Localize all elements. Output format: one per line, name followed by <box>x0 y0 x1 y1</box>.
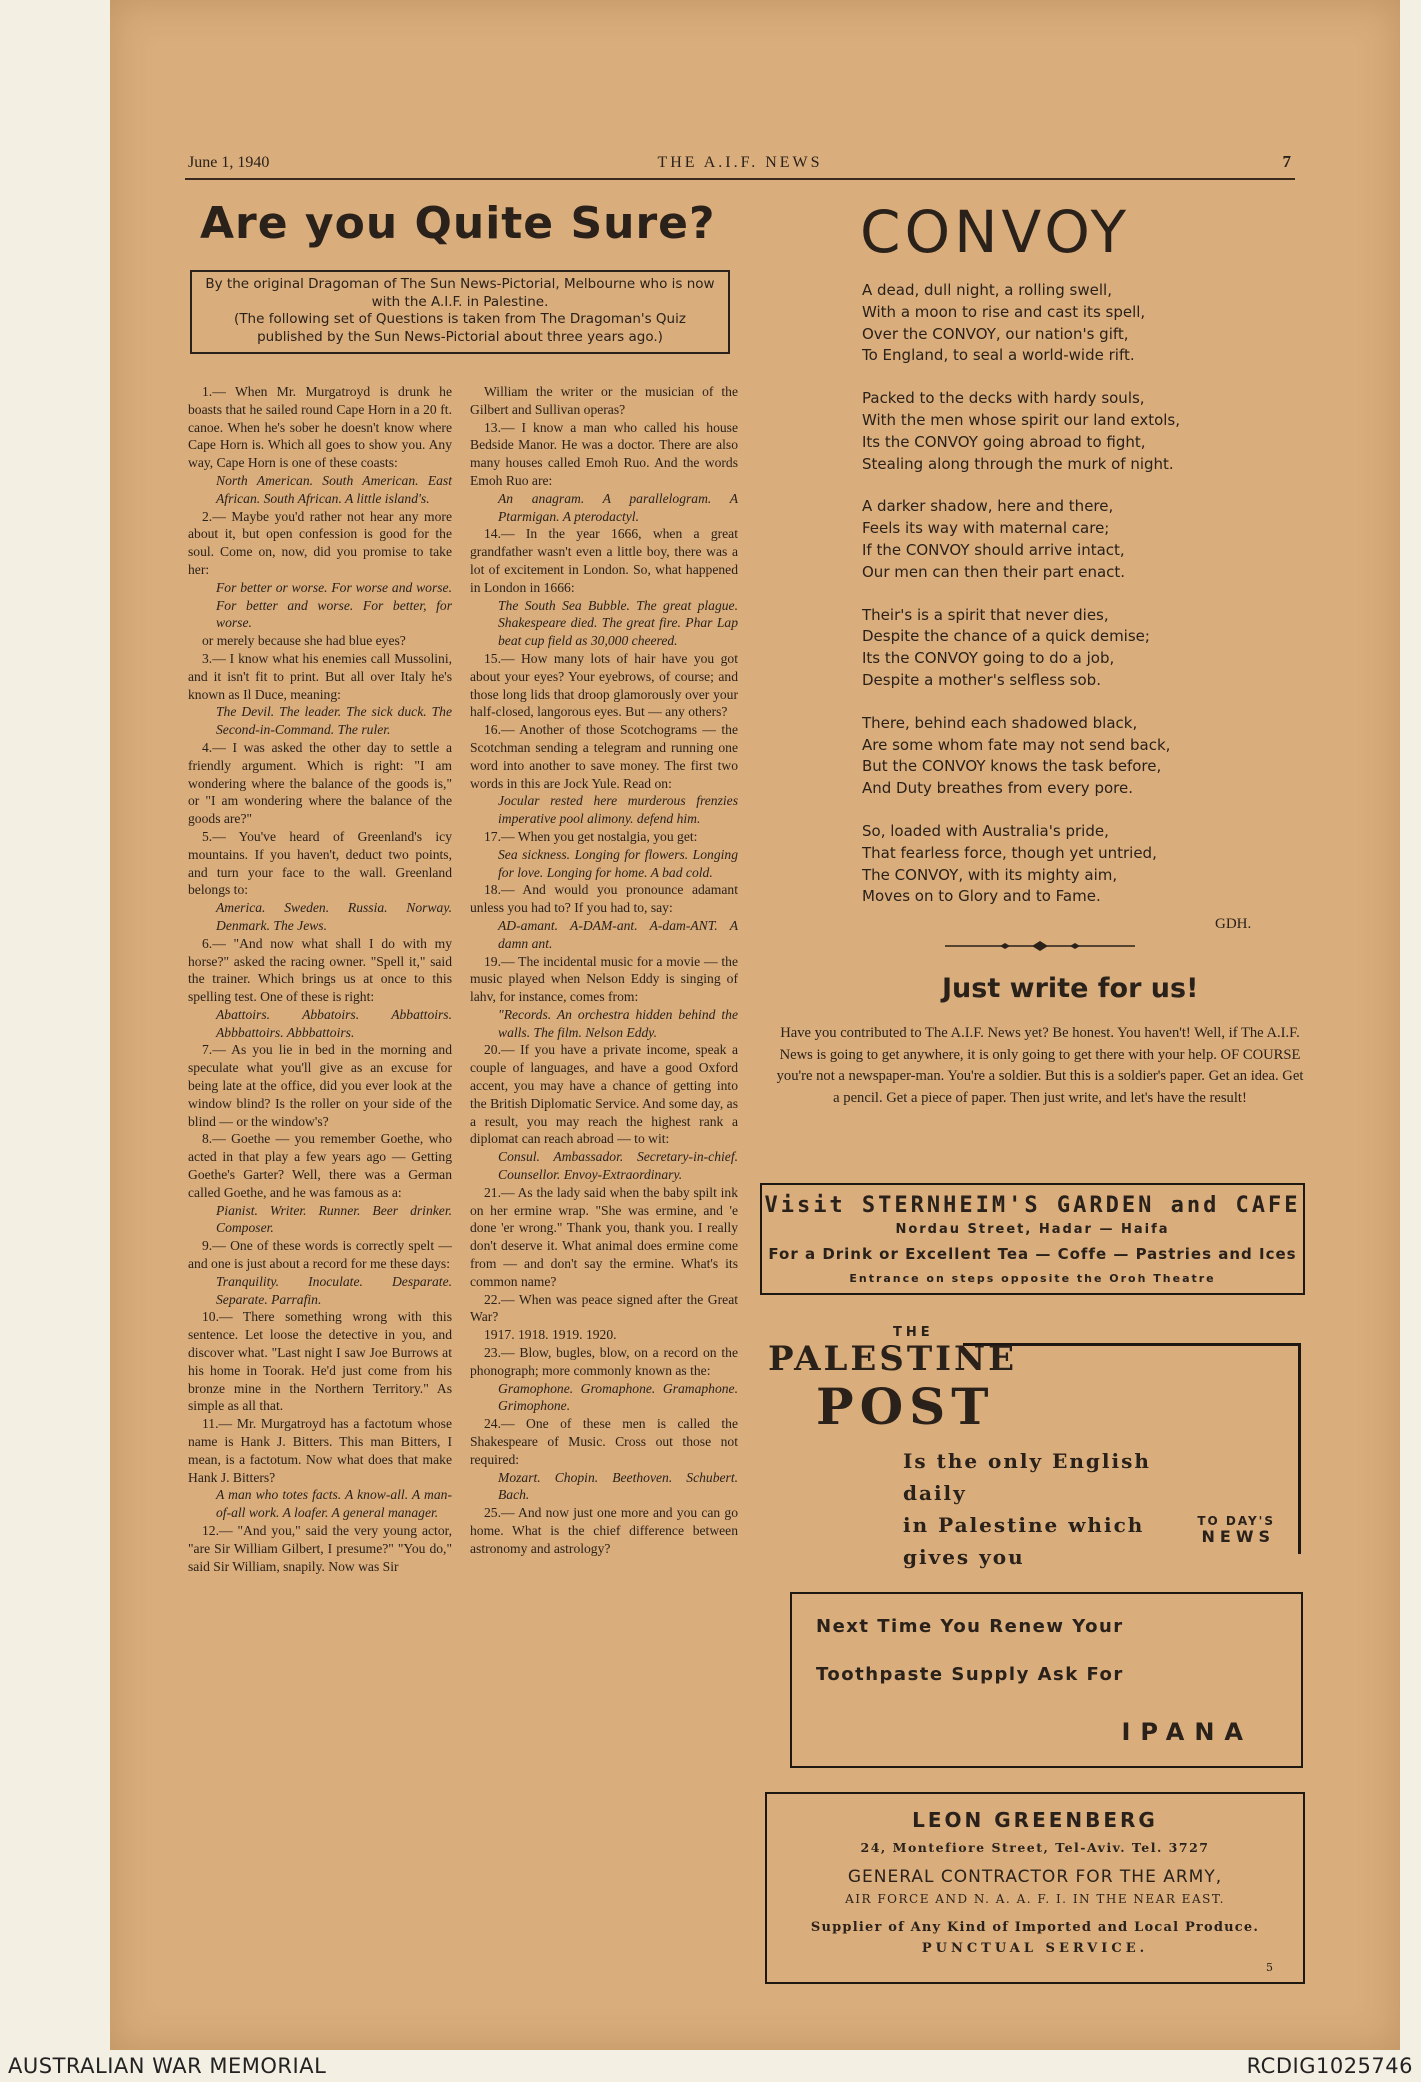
poem-line: Despite the chance of a quick demise; <box>862 627 1150 646</box>
post-news: NEWS <box>1201 1527 1275 1546</box>
quiz-question: 24.— One of these men is called the Shakespeare of Music. Cross out those not required: <box>470 1416 738 1467</box>
quiz-options: Pianist. Writer. Runner. Beer drinker. Composer. <box>216 1202 452 1236</box>
quiz-column-2 <box>470 383 738 1558</box>
quiz-question: 14.— In the year 1666, when a great grandfather wasn't even a little boy, there was a lot of excitement in London. So, what happened in London in 1666: <box>470 526 738 595</box>
divider-ornament <box>945 940 1135 952</box>
poem-line: So, loaded with Australia's pride, <box>862 821 1109 840</box>
quiz-question: 3.— I know what his enemies call Mussolini, and it isn't fit to print. But all over Italy he's known as Il Duce, meaning: <box>188 650 452 702</box>
quiz-question: 12.— "And you," said the very young actor, "are Sir William Gilbert, I presume?" "You do," said Sir William, snapily. Now was Sir <box>188 1523 452 1574</box>
quiz-question: 20.— If you have a private income, speak a couple of languages, and have a good Oxford accent, you may have a chance of getting into the British Diplomatic Service. And some day, as a result, you may reach the highest rank a diplomat can reach abroad — to wit: <box>470 1042 738 1147</box>
poem-line: Our men can then their part enact. <box>862 562 1126 581</box>
archive-name: AUSTRALIAN WAR MEMORIAL <box>8 2054 327 2078</box>
poem-line: There, behind each shadowed black, <box>862 713 1138 732</box>
quiz-question: 1.— When Mr. Murgatroyd is drunk he boasts that he sailed round Cape Horn in a 20 ft. canoe. When he's sober he doesn't know where Cape Horn is. Which all goes to show you. Any way, Cape Horn is one of these coasts: <box>188 384 452 471</box>
poem-stanza <box>862 713 1282 800</box>
poem-stanza <box>862 388 1282 475</box>
poem-stanza <box>862 496 1282 583</box>
leon-supplier: Supplier of Any Kind of Imported and Local Produce. <box>810 1920 1260 1935</box>
just-write-heading: Just write for us! <box>942 973 1199 1004</box>
just-write-body: Have you contributed to The A.I.F. News yet? Be honest. You haven't! Well, if The A.I.F. News is going to get anywhere, it is only going to get there with your help. OF COURSE you're not a newspaper-man. You're a soldier. But this is a soldier's paper. Get an idea. Get a pencil. Get a piece of paper. Then just write, and let's have the result! <box>776 1025 1304 1106</box>
leon-page-mark: 5 <box>1266 1961 1273 1974</box>
post-tagline-2: in Palestine which gives you <box>903 1513 1145 1569</box>
quiz-question: 1917. 1918. 1919. 1920. <box>484 1327 617 1343</box>
poem-line: And Duty breathes from every pore. <box>862 779 1133 798</box>
poem-stanza <box>862 605 1282 692</box>
quiz-question: 16.— Another of those Scotchograms — the Scotchman sending a telegram and running one word into another to save money. The first two words in this are Jock Yule. Read on: <box>470 722 738 791</box>
poem-line: Stealing along through the murk of night. <box>862 454 1174 473</box>
sternheim-headline: Visit STERNHEIM'S GARDEN and CAFE <box>764 1193 1301 1218</box>
post-today-news <box>1197 1513 1275 1545</box>
poem-line: With a moon to rise and cast its spell, <box>862 302 1146 321</box>
quiz-question: 13.— I know a man who called his house Bedside Manor. He was a doctor. There are also many houses called Emoh Ruo. And the words Emoh Ruo are: <box>470 419 738 488</box>
palestine-post-advert <box>768 1325 1305 1567</box>
poem-line: Are some whom fate may not send back, <box>862 735 1171 754</box>
quiz-intro-note: (The following set of Questions is taken from The Dragoman's Quiz published by the Sun News-Pictorial about three years ago.) <box>234 311 686 345</box>
quiz-options: Tranquility. Inoculate. Desparate. Separate. Parrafin. <box>216 1273 452 1307</box>
quiz-options: The South Sea Bubble. The great plague. Shakespeare died. The great fire. Phar Lap beat cup field as 30,000 cheered. <box>498 597 738 649</box>
poem-stanza <box>862 280 1282 367</box>
sternheim-address: Nordau Street, Hadar — Haifa <box>895 1222 1170 1237</box>
poem-line: Despite a mother's selfless sob. <box>862 670 1101 689</box>
poem-stanza <box>862 821 1282 908</box>
leon-role: GENERAL CONTRACTOR FOR THE ARMY, <box>847 1867 1223 1887</box>
leon-name: LEON GREENBERG <box>912 1808 1158 1832</box>
archive-footer <box>0 2050 1421 2082</box>
poem-line: That fearless force, though yet untried, <box>862 843 1157 862</box>
quiz-options: America. Sweden. Russia. Norway. Denmark. The Jews. <box>216 900 452 933</box>
quiz-question: 17.— When you get nostalgia, you get: <box>484 828 698 844</box>
sternheim-advert <box>760 1183 1305 1295</box>
poem-line: Feels its way with maternal care; <box>862 519 1110 538</box>
quiz-options: North American. South American. East African. South African. A little island's. <box>216 472 452 506</box>
quiz-intro-box <box>190 270 730 354</box>
poem-line: A dead, dull night, a rolling swell, <box>862 281 1112 299</box>
quiz-question: 5.— You've heard of Greenland's icy mountains. If you haven't, deduct two points, and turn your face to the wall. Greenland belongs to: <box>188 828 452 898</box>
poem-line: Its the CONVOY going abroad to fight, <box>862 432 1146 451</box>
quiz-options: "Records. An orchestra hidden behind the walls. The film. Nelson Eddy. <box>498 1006 738 1040</box>
quiz-question: 19.— The incidental music for a movie — the music played when Nelson Eddy is singing of lahv, for instance, comes from: <box>470 953 738 1005</box>
quiz-options: The Devil. The leader. The sick duck. The Second-in-Command. The ruler. <box>216 704 452 738</box>
quiz-heading: Are you Quite Sure? <box>200 198 716 249</box>
poem-line: But the CONVOY knows the task before, <box>862 757 1162 776</box>
quiz-question: 18.— And would you pronounce adamant unless you had to? If you had to, say: <box>470 882 738 916</box>
quiz-question: 10.— There something wrong with this sentence. Let loose the detective in you, and discover what. "Last night I saw Joe Burrows at his home in Toorak. He'd just come from his bronze mine in the Northern Territory." As simple as all that. <box>188 1309 452 1414</box>
quiz-question: 15.— How many lots of hair have you got about your eyes? Your eyebrows, of course; and those long lids that droop glamorously over your half-closed, langorous eyes. But — any others? <box>470 650 738 720</box>
post-today: TO DAY'S <box>1197 1514 1275 1528</box>
quiz-question: 4.— I was asked the other day to settle a friendly argument. Which is right: "I am wondering where the balance of the goods is," or "I am wondering where the balance of the goods are?" <box>188 739 452 827</box>
page-number: 7 <box>1282 152 1291 171</box>
post-name-palestine: PALESTINE <box>768 1339 1018 1379</box>
quiz-options: Sea sickness. Longing for flowers. Longing for love. Longing for home. A bad cold. <box>498 846 738 880</box>
quiz-options: Abattoirs. Abbatoirs. Abbattoirs. Abbbattoirs. Abbbattoirs. <box>216 1006 452 1040</box>
quiz-question: 22.— When was peace signed after the Great War? <box>470 1291 738 1325</box>
poem-line: Moves on to Glory and to Fame. <box>862 887 1101 906</box>
quiz-question: 7.— As you lie in bed in the morning and speculate what you'll give as an excuse for being late at the office, did you ever look at the window blind? Is the roller on your side of the blind — or the window's? <box>188 1042 452 1129</box>
quiz-options: Consul. Ambassador. Secretary-in-chief. Counsellor. Envoy-Extraordinary. <box>498 1149 738 1183</box>
quiz-options: Mozart. Chopin. Beethoven. Schubert. Bach. <box>498 1469 738 1503</box>
sternheim-entrance: Entrance on steps opposite the Oroh Theatre <box>849 1272 1216 1285</box>
issue-date: June 1, 1940 <box>188 154 270 171</box>
poem-line: Over the CONVOY, our nation's gift, <box>862 324 1129 343</box>
quiz-options: Jocular rested here murderous frenzies imperative pool alimony. defend him. <box>498 793 738 827</box>
ipana-brand: IPANA <box>1121 1718 1253 1746</box>
quiz-question: 23.— Blow, bugles, blow, on a record on the phonograph; more commonly known as the: <box>470 1345 738 1378</box>
ipana-advert <box>790 1592 1303 1768</box>
ipana-line-1: Next Time You Renew Your <box>816 1616 1124 1637</box>
post-the: THE <box>893 1325 934 1340</box>
convoy-poem <box>862 280 1282 929</box>
post-tagline-1: Is the only English daily <box>903 1449 1151 1505</box>
quiz-question: 9.— One of these words is correctly spelt — and one is just about a record for me these days: <box>188 1238 452 1272</box>
quiz-column-1 <box>188 383 452 1575</box>
leon-address: 24, Montefiore Street, Tel-Aviv. Tel. 3727 <box>860 1840 1210 1855</box>
quiz-question: 8.— Goethe — you remember Goethe, who acted in that play a few years ago — Getting Goethe's Garter? Well, there was a German called Goethe, and he was famous as a: <box>188 1131 452 1200</box>
quiz-options: An anagram. A parallelogram. A Ptarmigan. A pterodactyl. <box>498 490 738 524</box>
post-tagline <box>903 1445 1203 1573</box>
quiz-intro-byline: By the original Dragoman of The Sun News-Pictorial, Melbourne who is now with the A.I.F. in Palestine. <box>205 276 715 310</box>
quiz-question: 6.— "And now what shall I do with my horse?" asked the racing owner. "Spell it," said the trainer. Which brings us at once to this spelling test. One of these is right: <box>188 935 452 1005</box>
poem-line: Their's is a spirit that never dies, <box>862 605 1109 624</box>
quiz-question: 21.— As the lady said when the baby spilt ink on her ermine wrap. "She was ermine, and 'e done 'er wrong." Thank you, thank you. I really don't deserve it. What animal does ermine come from — and don't say the ermine. What's its common name? <box>470 1184 738 1289</box>
poem-line: The CONVOY, with its mighty aim, <box>862 865 1118 884</box>
archive-id: RCDIG1025746 <box>1246 2054 1413 2078</box>
poem-title: CONVOY <box>860 198 1131 266</box>
quiz-options: A man who totes facts. A know-all. A man-of-all work. A loafer. A general manager. <box>216 1487 452 1521</box>
poem-line: To England, to seal a world-wide rift. <box>862 346 1135 365</box>
leon-greenberg-advert <box>765 1792 1305 1984</box>
leon-role-2: AIR FORCE AND N. A. A. F. I. IN THE NEAR EAST. <box>845 1892 1225 1906</box>
quiz-options: For better or worse. For worse and worse. For better and worse. For better, for worse. <box>216 579 452 631</box>
quiz-question: 25.— And now just one more and you can go home. What is the chief difference between astronomy and astrology? <box>470 1505 738 1556</box>
poem-signature: GDH. <box>1215 916 1252 932</box>
ipana-line-2: Toothpaste Supply Ask For <box>816 1664 1124 1685</box>
masthead-title: THE A.I.F. NEWS <box>657 154 823 171</box>
quiz-options: AD-amant. A-DAM-ant. A-dam-ANT. A damn ant. <box>498 917 738 951</box>
sternheim-offer: For a Drink or Excellent Tea — Coffe — Pastries and Ices <box>768 1245 1297 1263</box>
poem-line: If the CONVOY should arrive intact, <box>862 540 1125 559</box>
page-header <box>185 152 1295 180</box>
poem-line: Packed to the decks with hardy souls, <box>862 389 1145 408</box>
quiz-question: 11.— Mr. Murgatroyd has a factotum whose name is Hank J. Bitters. This man Bitters, I mean, is a factotum. Now what does that make Hank J. Bitters? <box>188 1416 452 1485</box>
quiz-question: or merely because she had blue eyes? <box>202 633 406 649</box>
post-name-post: POST <box>816 1377 995 1436</box>
leon-service: PUNCTUAL SERVICE. <box>921 1941 1149 1956</box>
poem-line: With the men whose spirit our land extols, <box>862 410 1181 429</box>
quiz-options: Gramophone. Gromaphone. Gramaphone. Grimophone. <box>498 1380 738 1414</box>
poem-line: A darker shadow, here and there, <box>862 497 1114 516</box>
poem-line: Its the CONVOY going to do a job, <box>862 649 1115 668</box>
quiz-question: 2.— Maybe you'd rather not hear any more about it, but open confession is good for the soul. Come on, now, did you promise to take her: <box>188 508 452 577</box>
quiz-question: William the writer or the musician of the Gilbert and Sullivan operas? <box>470 384 738 417</box>
